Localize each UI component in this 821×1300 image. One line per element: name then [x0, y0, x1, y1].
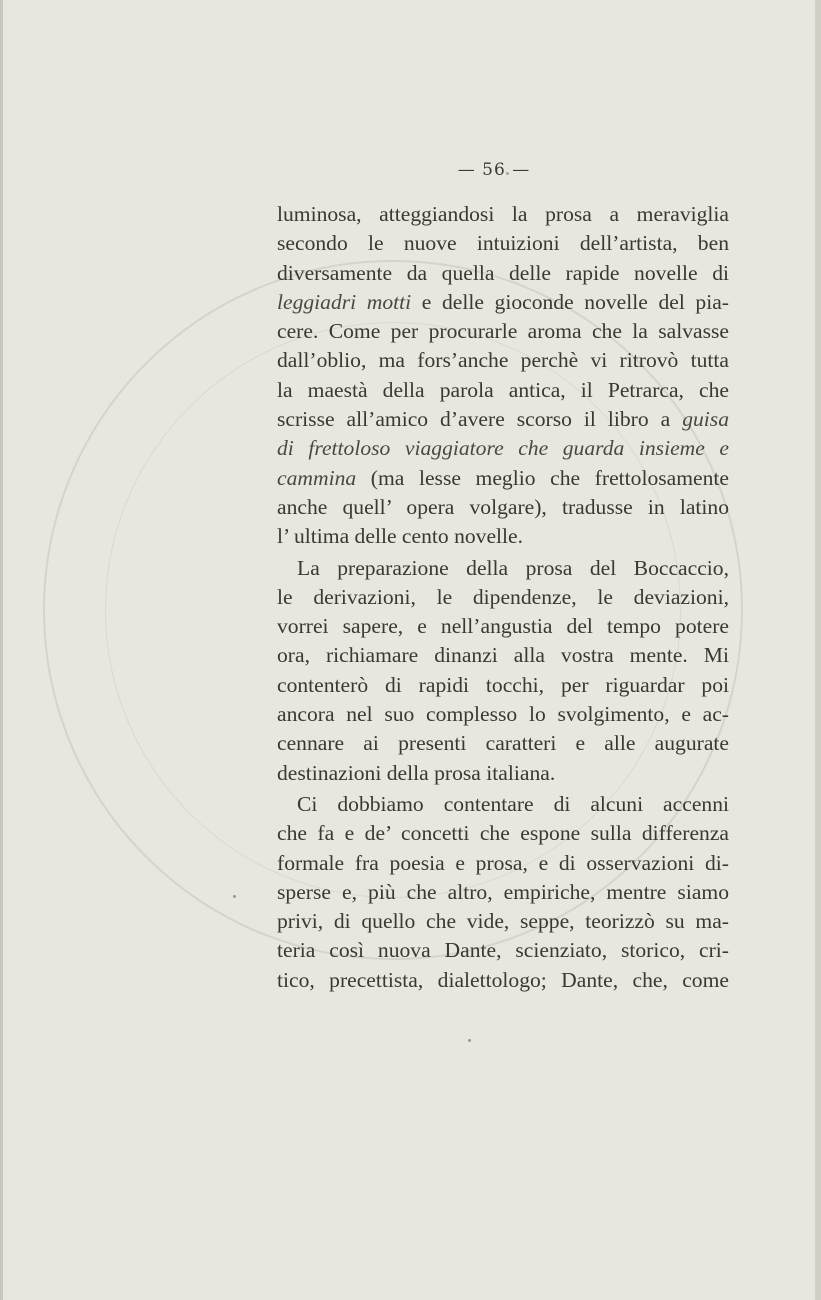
- text-line: vorrei sapere, e nell’angustia del tempo potere: [277, 614, 729, 639]
- text-line: dall’oblio, ma fors’anche perchè vi ritrovò tutta: [277, 348, 729, 373]
- page-number: — 56 —: [457, 160, 531, 180]
- text-line: tico, precettista, dialettologo; Dante, che, come: [277, 967, 729, 992]
- text-line: che fa e de’ concetti che espone sulla differenza: [277, 821, 729, 846]
- text-line: secondo le nuove intuizioni dell’artista, ben: [277, 231, 729, 256]
- text-line: sperse e, più che altro, empiriche, mentre siamo: [277, 879, 729, 904]
- text-line: cennare ai presenti caratteri e alle augurate: [277, 731, 729, 756]
- text-line: l’ ultima delle cento novelle.: [277, 524, 524, 549]
- text-line: Ci dobbiamo contentare di alcuni accenni: [297, 791, 729, 816]
- text-line: le derivazioni, le dipendenze, le deviazioni,: [277, 584, 729, 609]
- italic-phrase: di frettoloso viaggiatore che guarda insieme e: [277, 436, 729, 461]
- italic-phrase: leggiadri motti: [277, 289, 412, 314]
- text-line: la maestà della parola antica, il Petrarca, che: [277, 377, 729, 402]
- text-line: contenterò di rapidi tocchi, per riguardar poi: [277, 672, 729, 697]
- text-line: luminosa, atteggiandosi la prosa a meraviglia: [277, 202, 729, 226]
- text-line: diversamente da quella delle rapide novelle di: [277, 260, 729, 285]
- text-line: teria così nuova Dante, scienziato, storico, cri-: [277, 938, 729, 963]
- text-line: leggiadri motti e delle gioconde novelle del pia-: [277, 289, 729, 314]
- italic-phrase: cammina: [277, 465, 357, 490]
- text-line: La preparazione della prosa del Boccaccio,: [297, 555, 729, 580]
- text-line: privi, di quello che vide, seppe, teorizzò su ma-: [277, 909, 729, 934]
- text-line: destinazioni della prosa italiana.: [277, 760, 556, 785]
- speck: [468, 1039, 471, 1042]
- text-line: ancora nel suo complesso lo svolgimento, e ac-: [277, 702, 729, 727]
- text-line: [277, 434, 729, 463]
- text-line: formale fra poesia e prosa, e di osservazioni di-: [277, 850, 729, 875]
- text-line: cere. Come per procurarle aroma che la salvasse: [277, 319, 729, 344]
- text-line: scrisse all’amico d’avere scorso il libro a guisa: [277, 407, 729, 432]
- italic-phrase: guisa: [682, 407, 729, 432]
- body-text: [277, 200, 729, 995]
- text-line: cammina (ma lesse meglio che frettolosamente: [277, 465, 729, 490]
- speck: [233, 895, 236, 898]
- text-line: anche quell’ opera volgare), tradusse in latino: [277, 494, 729, 519]
- text-line: ora, richiamare dinanzi alla vostra mente. Mi: [277, 643, 729, 668]
